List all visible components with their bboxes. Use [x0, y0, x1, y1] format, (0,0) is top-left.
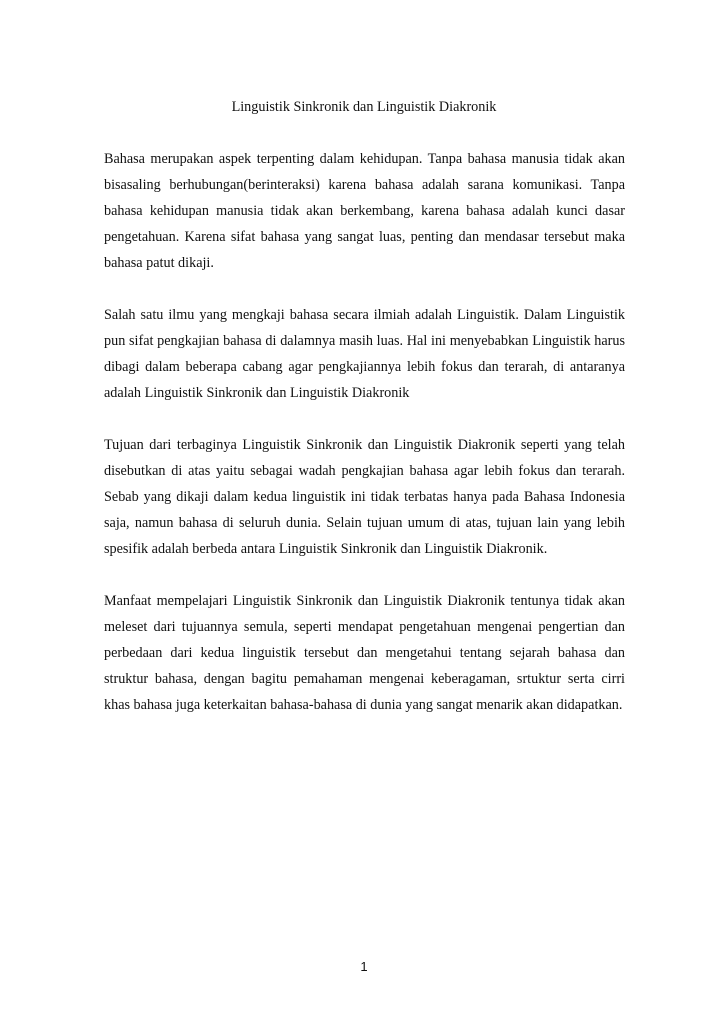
- paragraph-1: Bahasa merupakan aspek terpenting dalam kehidupan. Tanpa bahasa manusia tidak akan bisasaling berhubungan(berinteraksi) karena bahasa adalah sarana komunikasi. Tanpa bahasa kehidupan manusia tidak akan berkembang, karena bahasa adalah kunci dasar pengetahuan. Karena sifat bahasa yang sangat luas, penting dan mendasar tersebut maka bahasa patut dikaji.: [104, 151, 625, 271]
- page-number: 1: [360, 959, 368, 974]
- paragraph-3: Tujuan dari terbaginya Linguistik Sinkronik dan Linguistik Diakronik seperti yang telah disebutkan di atas yaitu sebagai wadah pengkajian bahasa agar lebih fokus dan terarah. Sebab yang dikaji dalam kedua linguistik ini tidak terbatas hanya pada Bahasa Indonesia saja, namun bahasa di seluruh dunia. Selain tujuan umum di atas, tujuan lain yang lebih spesifik adalah berbeda antara Linguistik Sinkronik dan Linguistik Diakronik.: [104, 437, 625, 557]
- document-body: [104, 146, 625, 744]
- paragraph-4: Manfaat mempelajari Linguistik Sinkronik dan Linguistik Diakronik tentunya tidak akan meleset dari tujuannya semula, seperti mendapat pengetahuan mengenai pengertian dan perbedaan dari kedua linguistik tersebut dan mengetahui tentang sejarah bahasa dan struktur bahasa, dengan bagitu pemahaman mengenai keberagaman, srtuktur serta cirri khas bahasa juga keterkaitan bahasa-bahasa di dunia yang sangat menarik akan didapatkan.: [104, 593, 625, 713]
- document-title: Linguistik Sinkronik dan Linguistik Diakronik: [231, 99, 497, 115]
- paragraph-2: Salah satu ilmu yang mengkaji bahasa secara ilmiah adalah Linguistik. Dalam Linguistik pun sifat pengkajian bahasa di dalamnya masih luas. Hal ini menyebabkan Linguistik harus dibagi dalam beberapa cabang agar pengkajiannya lebih fokus dan terarah, di antaranya adalah Linguistik Sinkronik dan Linguistik Diakronik: [104, 307, 625, 401]
